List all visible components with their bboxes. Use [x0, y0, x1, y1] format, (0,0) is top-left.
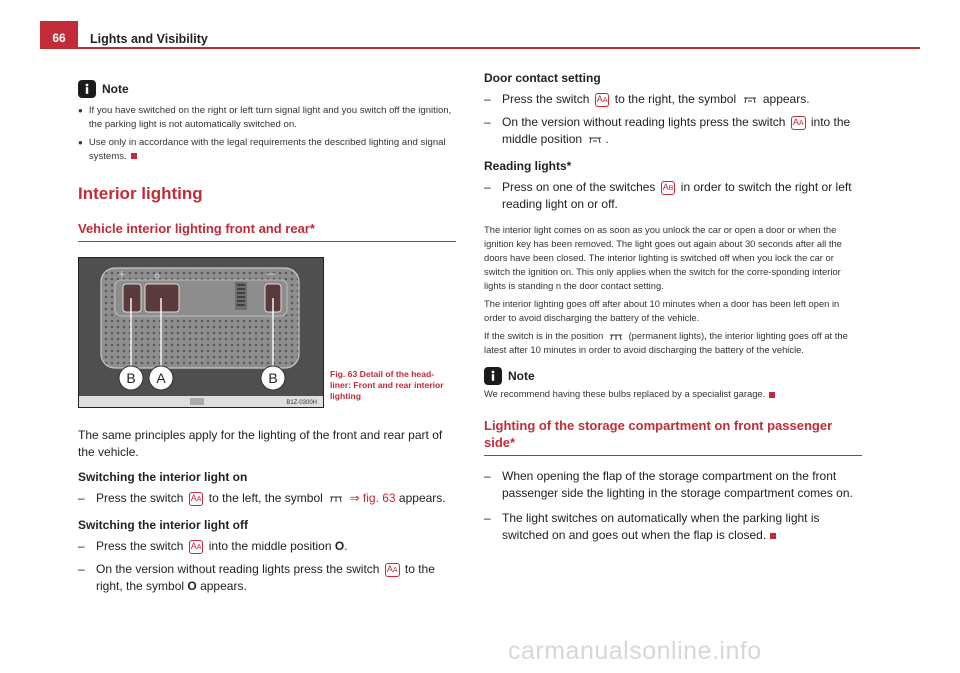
dash-marker: –	[78, 562, 85, 576]
note-bullet-text: Use only in accordance with the legal requirements the described lighting and signal systems.	[88, 137, 446, 162]
switch-b-icon: AB	[661, 181, 676, 195]
list-item: – Press on one of the switches AB in order to switch the right or left reading light on or off.	[484, 180, 852, 211]
list-item: – Press the switch AA to the left, the symbol ⇒ fig. 63 appears.	[78, 491, 446, 505]
intro-paragraph: The same principles apply for the lighting of the front and rear part of the vehicle.	[78, 428, 443, 459]
subsection-title: Vehicle interior lighting front and rear*	[78, 221, 456, 242]
dash-marker: –	[484, 180, 491, 194]
note-header	[484, 367, 862, 385]
dash-marker: –	[484, 469, 491, 483]
switch-a-icon: AA	[791, 116, 806, 130]
headliner-illustration	[79, 258, 323, 407]
end-of-section-icon	[770, 533, 776, 539]
paragraph: The interior lighting goes off after about 10 minutes when a door has been left open in order to avoid discharging the battery of the vehicle.	[484, 298, 840, 323]
dash-marker: –	[484, 92, 491, 106]
end-of-section-icon	[131, 153, 137, 159]
switch-a-icon: AA	[189, 492, 204, 506]
figure-label-a: A	[156, 370, 166, 386]
dash-marker: –	[484, 115, 491, 129]
list-item: – On the version without reading lights press the switch AA to the right, the symbol O appears.	[78, 562, 435, 593]
note-header	[78, 80, 456, 98]
paragraph: The interior light comes on as soon as you unlock the car or open a door or when the ignition key has been removed. The light goes out again about 30 seconds after all the doors have been closed. The interior lighting is switched off when you lock the car or switch the ignition on. This only applies when the switch for the corre-sponding interior lights is standing n the door contact setting.	[484, 224, 842, 291]
door-contact-icon	[588, 136, 602, 144]
watermark: carmanualsonline.info	[508, 637, 762, 665]
figure-label-b-left: B	[126, 370, 136, 386]
dash-marker: –	[78, 491, 85, 505]
note-label: Note	[508, 368, 535, 383]
reading-lights-heading: Reading lights*	[484, 159, 572, 173]
note-text: We recommend having these bulbs replaced by a specialist garage.	[484, 387, 862, 401]
list-item: – Press the switch AA to the right, the symbol appears.	[484, 92, 810, 106]
switch-on-heading: Switching the interior light on	[78, 470, 248, 484]
left-body	[78, 427, 456, 595]
page-header-title: Lights and Visibility	[90, 32, 208, 46]
dash-marker: –	[484, 511, 491, 525]
right-body	[484, 70, 862, 544]
page-number: 66	[40, 21, 78, 48]
switch-a-icon: AA	[595, 93, 610, 107]
note-label: Note	[102, 82, 129, 96]
figure-code: B1Z-0300H	[286, 400, 317, 406]
section-title: Interior lighting	[78, 184, 203, 203]
bullet-icon: ●	[78, 106, 83, 115]
figure-caption: Fig. 63 Detail of the head-liner: Front and rear interior lighting	[330, 369, 444, 401]
note-bullet	[78, 136, 456, 164]
info-icon	[78, 80, 96, 98]
switch-off-heading: Switching the interior light off	[78, 518, 248, 532]
permanent-light-icon	[329, 495, 343, 503]
list-item: – The light switches on automatically when the parking light is switched on and goes out when the flap is closed.	[484, 511, 820, 542]
note-block	[78, 80, 456, 168]
subsection-header	[78, 221, 456, 242]
dash-marker: –	[78, 539, 85, 553]
switch-a-icon: AA	[189, 540, 204, 554]
list-item: – On the version without reading lights press the switch AA into the middle position .	[484, 115, 851, 146]
paragraph: If the switch is in the position (permanent lights), the interior lighting goes off at the latest after 10 minutes in order to avoid discharging the battery of the vehicle.	[484, 330, 848, 355]
permanent-light-icon	[609, 333, 623, 341]
note-bullet-text: If you have switched on the right or left turn signal light and you switch off the ignition, the parking light is not automatically switched on.	[88, 105, 452, 130]
list-item: – When opening the flap of the storage compartment on the front passenger side the lighting in the storage compartment comes on.	[484, 469, 853, 500]
door-contact-heading: Door contact setting	[484, 71, 601, 85]
figure-label-b-right: B	[268, 370, 278, 386]
switch-a-icon: AA	[385, 563, 400, 577]
list-item: – Press the switch AA into the middle position O.	[78, 539, 348, 553]
end-of-section-icon	[769, 392, 775, 398]
info-icon	[484, 367, 502, 385]
bullet-icon: ●	[78, 138, 83, 147]
figure-reference-link[interactable]: ⇒ fig. 63	[349, 491, 396, 505]
subsection-title: Lighting of the storage compartment on front passenger side*	[484, 417, 862, 456]
header-rule	[40, 47, 920, 49]
note-bullet	[78, 104, 456, 132]
headliner-figure	[78, 257, 324, 408]
door-contact-icon	[743, 96, 757, 104]
